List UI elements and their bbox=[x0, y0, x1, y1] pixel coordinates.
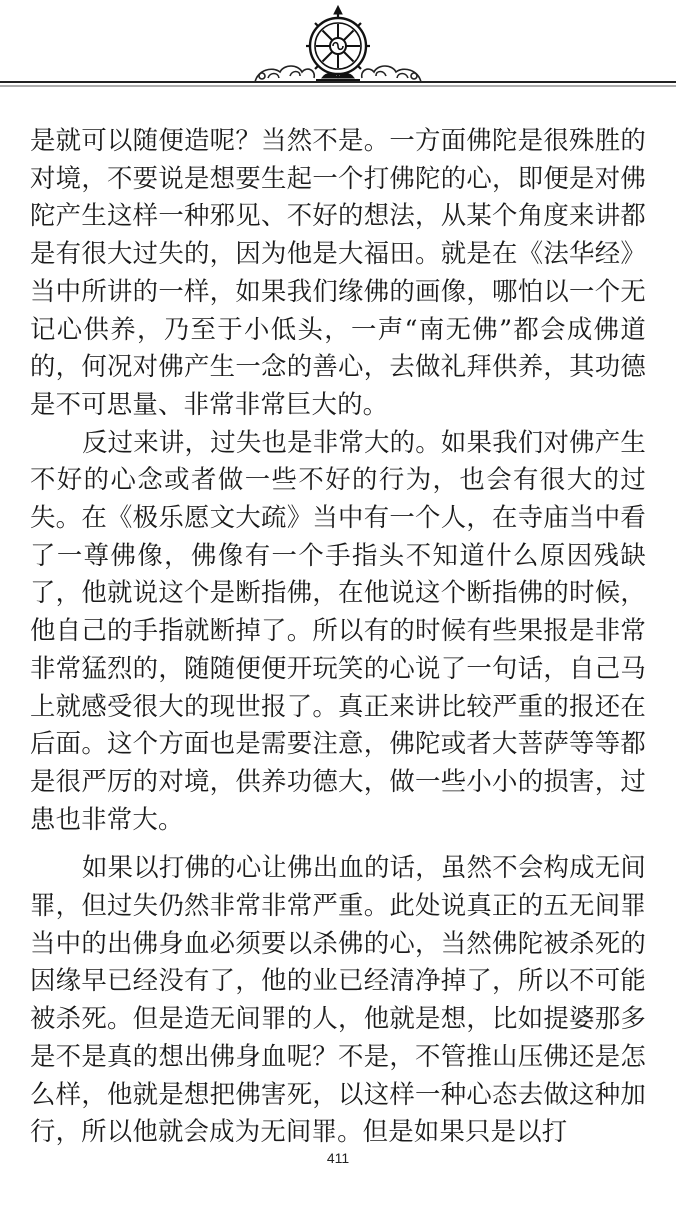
paragraph-1: 是就可以随便造呢？当然不是。一方面佛陀是很殊胜的对境，不要说是想要生起一个打佛陀的心，即便是对佛陀产生这样一种邪见、不好的想法，从某个角度来讲都是有很大过失的，因为他是大福田。就是在《法华经》当中所讲的一样，如果我们缘佛的画像，哪怕以一个无记心供养，乃至于小低头，一声“南无佛”都会成佛道的，何况对佛产生一念的善心，去做礼拜供养，其功德是不可思量、非常非常巨大的。 bbox=[30, 125, 646, 419]
dharma-wheel-icon bbox=[306, 6, 370, 80]
left-cloud-ornament bbox=[255, 66, 314, 82]
right-cloud-ornament bbox=[362, 66, 421, 82]
paragraph-3: 如果以打佛的心让佛出血的话，虽然不会构成无间罪，但过失仍然非常非常严重。此处说真正的五无间罪当中的出佛身血必须要以杀佛的心，当然佛陀被杀死的因缘早已经没有了，他的业已经清净掉了，所以不可能被杀死。但是造无间罪的人，他就是想，比如提婆那多是不是真的想出佛身血呢？不是，不管推山压佛还是怎么样，他就是想把佛害死，以这样一种心态去做这种加行，所以他就会成为无间罪。但是如果只是以打 bbox=[30, 852, 646, 1147]
page-header-ornament bbox=[0, 0, 676, 110]
page-number: 411 bbox=[326, 1150, 350, 1166]
body-text bbox=[30, 122, 646, 1151]
paragraph-2: 反过来讲，过失也是非常大的。如果我们对佛产生不好的心念或者做一些不好的行为，也会有很大的过失。在《极乐愿文大疏》当中有一个人，在寺庙当中看了一尊佛像，佛像有一个手指头不知道什么原因残缺了，他就说这个是断指佛，在他说这个断指佛的时候，他自己的手指就断掉了。所以有的时候有些果报是非常非常猛烈的，随随便便开玩笑的心说了一句话，自己马上就感受很大的现世报了。真正来讲比较严重的报还在后面。这个方面也是需要注意，佛陀或者大菩萨等等都是很严厉的对境，供养功德大，做一些小小的损害，过患也非常大。 bbox=[30, 426, 646, 834]
